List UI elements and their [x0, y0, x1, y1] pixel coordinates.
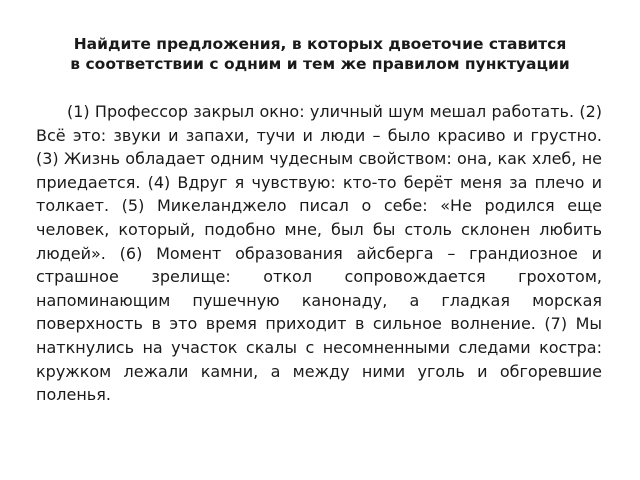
task-title-line-2: в соответствии с одним и тем же правилом пунктуации	[70, 55, 570, 73]
passage-text: (1) Профессор закрыл окно: уличный шум мешал работать. (2) Всё это: звуки и запахи, тучи и люди – было красиво и грустно. (3) Жизнь обладает одним чудесным свойством: она, как хлеб, не приедается. (4) Вдруг я чувствую: кто-то берёт меня за плечо и толкает. (5) Микеланджело писал о себе: «Не родился еще человек, который, подобно мне, был бы столь склонен любить людей». (6) Момент образования айсберга – грандиозное и страшное зрелище: откол сопровождается грохотом, напоминающим пушечную канонаду, а гладкая морская поверхность в это время приходит в сильное волнение. (7) Мы наткнулись на участок скалы с несомненными следами костра: кружком лежали камни, а между ними уголь и обгоревшие поленья.	[36, 102, 602, 405]
task-title	[40, 34, 600, 74]
task-title-line-1: Найдите предложения, в которых двоеточие ставится	[73, 35, 567, 53]
